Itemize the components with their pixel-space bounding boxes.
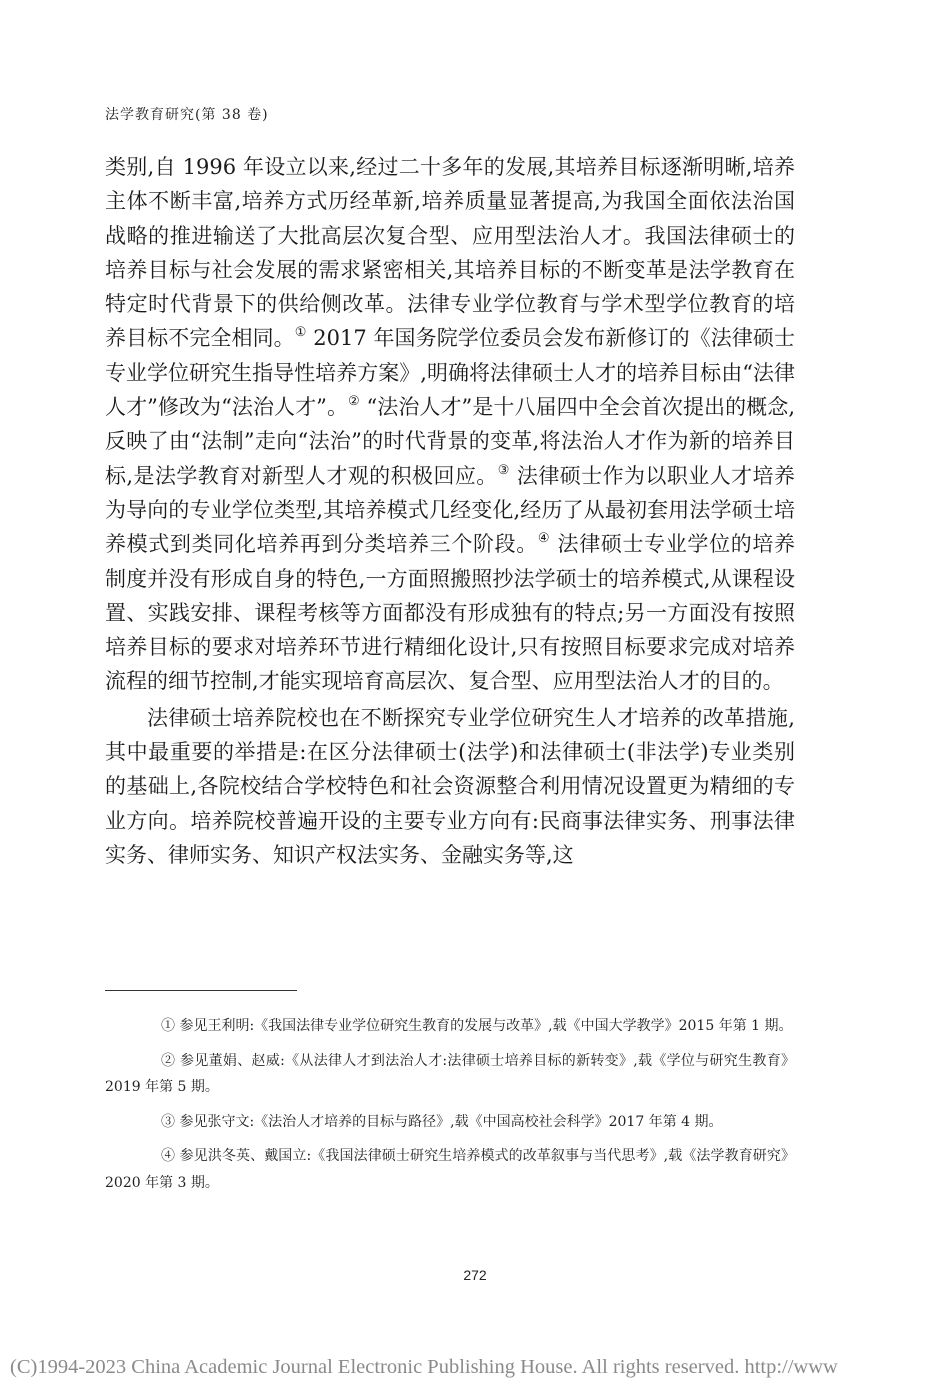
footnote-ref-4[interactable]: ④ [537,531,551,547]
footnote-3: ③ 参见张守文:《法治人才培养的目标与路径》,载《中国高校社会科学》2017 年第 4 期。 [161,1113,723,1130]
copyright-notice: (C)1994-2023 China Academic Journal Electronic Publishing House. All rights reserved. http://www [10,1356,838,1378]
footnotes [105,1013,795,1204]
footnote-1: ① 参见王利明:《我国法律专业学位研究生教育的发展与改革》,载《中国大学教学》2015 年第 1 期。 [161,1018,793,1034]
page-number: 272 [463,1267,487,1283]
paragraph-text: 类别,自 1996 年设立以来,经过二十多年的发展,其培养目标逐渐明晰,培养主体不断丰富,培养方式历经革新,培养质量显著提高,为我国全面依法治国战略的推进输送了大批高层次复合型、应用型法治人才。我国法律硕士的培养目标与社会发展的需求紧密相关,其培养目标的不断变革是法学教育在特定时代背景下的供给侧改革。法律专业学位教育与学术型学位教育的培养目标不完全相同。 [105,155,795,351]
footnote-separator [105,990,297,991]
body-paragraph-2: 法律硕士培养院校也在不断探究专业学位研究生人才培养的改革措施,其中最重要的举措是:在区分法律硕士(法学)和法律硕士(非法学)专业类别的基础上,各院校结合学校特色和社会资源整合利用情况设置更为精细的专业方向。培养院校普遍开设的主要专业方向有:民商事法律实务、刑事法律实务、律师实务、知识产权法实务、金融实务等,这 [105,705,795,867]
main-text [105,150,795,872]
body-paragraph-1 [105,150,795,699]
paragraph-text: 2017 年国务院学位委员会发布新修订的《法律硕士专业学位研究生指导性培养方案》,明确将法律硕士人才的培养目标由“法律人才”修改为“法治人才”。 [105,326,796,420]
footnote-ref-2[interactable]: ② [348,394,360,410]
paragraph-text: 法律硕士作为以职业人才培养为导向的专业学位类型,其培养模式几经变化,经历了从最初套用法学硕士培养模式到类同化培养再到分类培养三个阶段。 [105,463,795,557]
footnote-4: ④ 参见洪冬英、戴国立:《我国法律硕士研究生培养模式的改革叙事与当代思考》,载《法学教育研究》2020 年第 3 期。 [105,1148,795,1191]
footnote-ref-3[interactable]: ③ [497,462,510,478]
running-header: 法学教育研究(第 38 卷) [105,107,269,123]
footnote-ref-1[interactable]: ① [294,325,307,341]
paragraph-text: 法律硕士专业学位的培养制度并没有形成自身的特色,一方面照搬照抄法学硕士的培养模式,从课程设置、实践安排、课程考核等方面都没有形成独有的特点;另一方面没有按照培养目标的要求对培养环节进行精细化设计,只有按照目标要求完成对培养流程的细节控制,才能实现培育高层次、复合型、应用型法治人才的目的。 [105,532,796,694]
paragraph-text: “法治人才”是十八届四中全会首次提出的概念,反映了由“法制”走向“法治”的时代背景的变革,将法治人才作为新的培养目标,是法学教育对新型人才观的积极回应。 [105,395,795,488]
footnote-2: ② 参见董娟、赵威:《从法律人才到法治人才:法律硕士培养目标的新转变》,载《学位与研究生教育》2019 年第 5 期。 [105,1052,795,1095]
